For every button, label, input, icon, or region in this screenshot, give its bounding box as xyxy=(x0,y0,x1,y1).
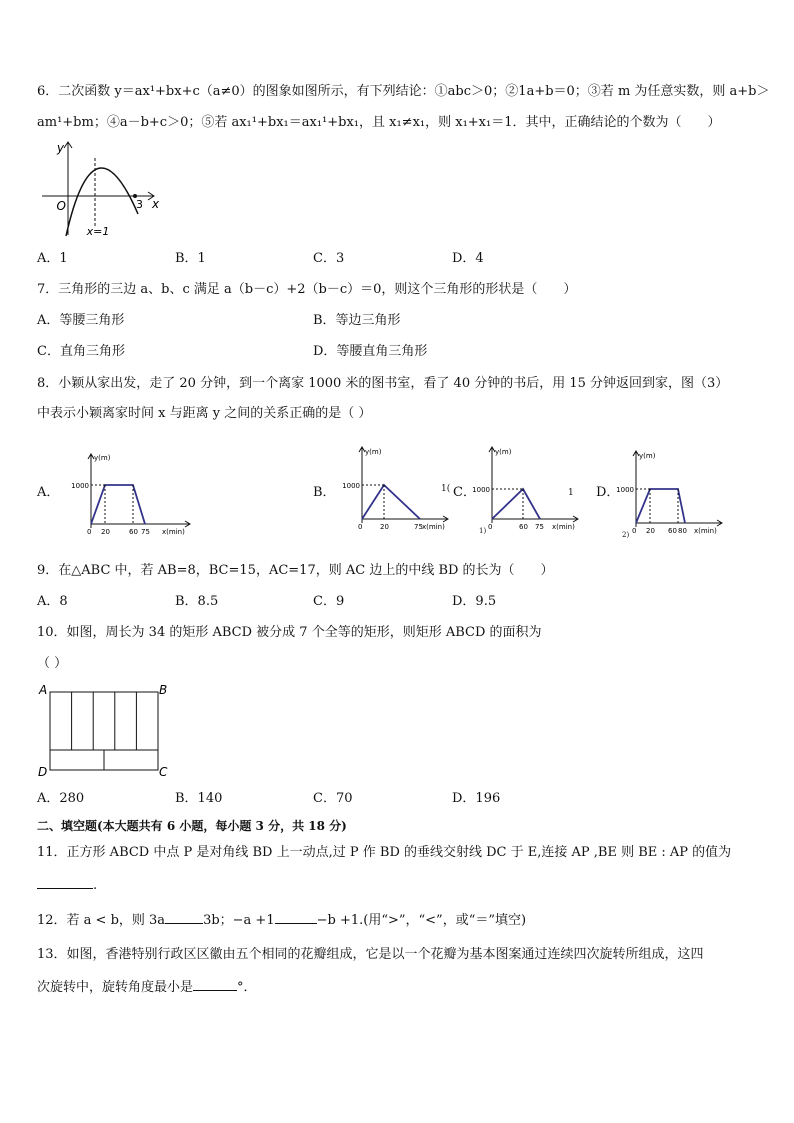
q10-option-a[interactable]: A．280 xyxy=(37,791,85,806)
q12-stem: 12．若 a < b，则 3a 3b；−a +1 −b +1.(用“>”，“<”，或“＝”填空) xyxy=(37,913,527,928)
q6-option-a[interactable]: A．1 xyxy=(37,251,68,266)
svg-text:y(m): y(m) xyxy=(365,448,382,456)
q8-option-d[interactable]: D． xyxy=(596,485,620,500)
q8-stem-line1: 8．小颖从家出发，走了 20 分钟，到一个离家 1000 米的图书室，看了 40 分钟的书后，用 15 分钟返回到家，图（3） xyxy=(37,376,729,391)
q6-stem-line1: 6．二次函数 y＝ax¹+bx+c（a≠0）的图象如图所示，有下列结论：①abc＞0；②1a+b＝0；③若 m 为任意实数，则 a+b＞ xyxy=(37,84,770,99)
svg-text:x(min): x(min) xyxy=(422,523,445,531)
svg-text:x(min): x(min) xyxy=(162,528,185,536)
q8-graph-b[interactable] xyxy=(340,443,452,538)
q8-option-c[interactable]: C． xyxy=(453,485,476,500)
svg-text:y(m): y(m) xyxy=(495,448,512,456)
q8-stray-mark-3: 1) xyxy=(479,527,487,535)
q6-stem-line2: am¹+bm；④a－b+c＞0；⑤若 ax₁¹+bx₁＝ax₁¹+bx₁，且 x₁≠x₁，则 x₁+x₁＝1．其中，正确结论的个数为（ ） xyxy=(37,115,721,130)
q6-parabola-graph xyxy=(38,140,163,240)
q11-answer-line: . xyxy=(37,876,97,894)
q6-three-label: 3 xyxy=(136,198,143,211)
svg-text:0: 0 xyxy=(632,527,637,535)
q7-option-c[interactable]: C．直角三角形 xyxy=(37,344,125,359)
svg-text:x(min): x(min) xyxy=(552,523,575,531)
q10-option-b[interactable]: B．140 xyxy=(175,791,223,806)
q9-option-a[interactable]: A．8 xyxy=(37,594,68,609)
svg-text:60: 60 xyxy=(668,527,677,535)
q6-option-b[interactable]: B．1 xyxy=(175,251,206,266)
q9-option-b[interactable]: B．8.5 xyxy=(175,594,219,609)
q13-answer-blank[interactable] xyxy=(193,978,237,991)
svg-text:75: 75 xyxy=(414,523,423,531)
q6-axis-label: x=1 xyxy=(86,225,110,238)
q6-option-d[interactable]: D．4 xyxy=(452,251,484,266)
q12-blank-1[interactable] xyxy=(165,911,203,924)
svg-text:y(m): y(m) xyxy=(94,454,111,462)
q6-option-c[interactable]: C．3 xyxy=(313,251,345,266)
q13-stem-line1: 13．如图，香港特别行政区区徽由五个相同的花瓣组成，它是以一个花瓣为基本图案通过连续四次旋转所组成，这四 xyxy=(37,947,704,962)
section-heading-fill-in: 二、填空题(本大题共有 6 小题，每小题 3 分，共 18 分) xyxy=(37,819,347,833)
q10-label-b: B xyxy=(159,683,168,697)
svg-text:20: 20 xyxy=(101,528,110,536)
q9-stem: 9．在△ABC 中，若 AB=8，BC=15，AC=17，则 AC 边上的中线 BD 的长为（ ） xyxy=(37,563,554,578)
q8-option-b[interactable]: B． xyxy=(313,485,336,500)
svg-text:1000: 1000 xyxy=(71,482,89,490)
q10-label-a: A xyxy=(39,683,48,697)
svg-text:y(m): y(m) xyxy=(639,452,656,460)
q8-stem-line2: 中表示小颖离家时间 x 与距离 y 之间的关系正确的是（ ） xyxy=(37,406,372,421)
q8-option-a[interactable]: A． xyxy=(37,485,60,500)
q11-stem: 11．正方形 ABCD 中点 P 是对角线 BD 上一动点,过 P 作 BD 的垂线交射线 DC 于 E,连接 AP ,BE 则 BE : AP 的值为 xyxy=(37,845,732,860)
q6-origin-label: O xyxy=(56,199,66,213)
q8-graph-d[interactable] xyxy=(612,447,727,542)
q8-graph-a[interactable] xyxy=(70,450,200,545)
svg-text:80: 80 xyxy=(678,527,687,535)
svg-text:0: 0 xyxy=(488,523,493,531)
svg-text:75: 75 xyxy=(535,523,544,531)
q10-rectangle-figure xyxy=(36,682,176,782)
svg-text:0: 0 xyxy=(358,523,363,531)
q6-x-label: x xyxy=(152,197,160,211)
svg-text:x(min): x(min) xyxy=(694,527,717,535)
svg-text:60: 60 xyxy=(129,528,138,536)
q8-stray-mark-2: 1 xyxy=(568,488,574,498)
svg-text:20: 20 xyxy=(380,523,389,531)
q6-y-label: y xyxy=(56,141,64,155)
q12-blank-2[interactable] xyxy=(275,911,317,924)
q10-stem-line1: 10．如图，周长为 34 的矩形 ABCD 被分成 7 个全等的矩形，则矩形 ABCD 的面积为 xyxy=(37,625,542,640)
q9-option-d[interactable]: D．9.5 xyxy=(452,594,497,609)
svg-text:75: 75 xyxy=(141,528,150,536)
q13-stem-line2: 次旋转中，旋转角度最小是 °． xyxy=(37,980,257,995)
q8-stray-mark-1: 1( xyxy=(441,484,451,494)
q7-stem: 7．三角形的三边 a、b、c 满足 a（b－c）+2（b－c）＝0，则这个三角形的形状是（ ） xyxy=(37,282,577,297)
svg-text:60: 60 xyxy=(519,523,528,531)
q7-option-d[interactable]: D．等腰直角三角形 xyxy=(313,344,428,359)
svg-text:20: 20 xyxy=(646,527,655,535)
q10-option-c[interactable]: C．70 xyxy=(313,791,353,806)
svg-text:0: 0 xyxy=(87,528,92,536)
svg-text:1000: 1000 xyxy=(616,486,634,494)
q10-stem-line2: （ ） xyxy=(37,656,68,671)
q11-answer-blank[interactable] xyxy=(37,876,93,889)
q10-option-d[interactable]: D．196 xyxy=(452,791,501,806)
q7-option-b[interactable]: B．等边三角形 xyxy=(313,313,401,328)
q8-stray-mark-4: 2) xyxy=(622,531,630,539)
q10-label-d: D xyxy=(38,765,48,779)
q10-label-c: C xyxy=(159,765,168,779)
q9-option-c[interactable]: C．9 xyxy=(313,594,345,609)
svg-text:1000: 1000 xyxy=(472,486,490,494)
svg-text:1000: 1000 xyxy=(342,482,360,490)
q7-option-a[interactable]: A．等腰三角形 xyxy=(37,313,125,328)
